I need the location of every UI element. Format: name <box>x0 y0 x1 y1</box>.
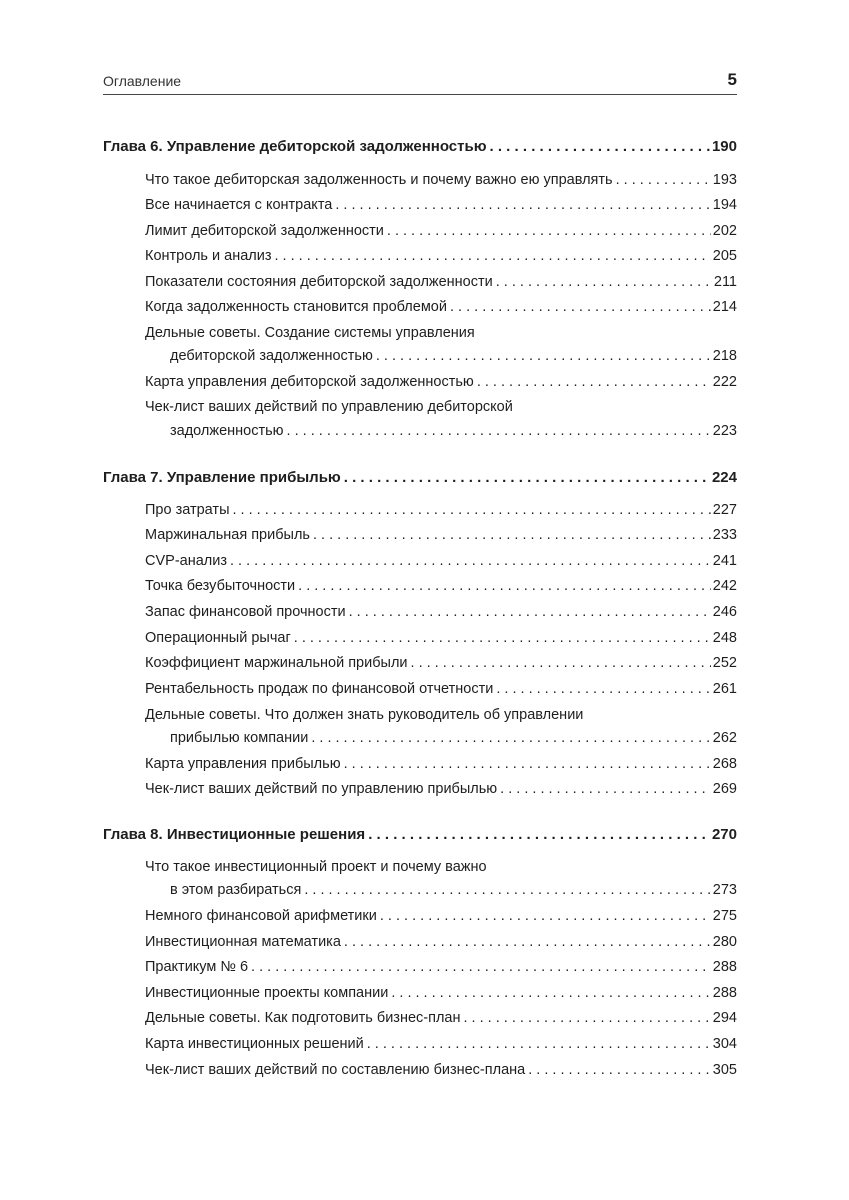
entry-title: Коэффициент маржинальной прибыли <box>145 655 408 671</box>
entry-title: Немного финансовой арифметики <box>145 908 377 924</box>
entry-title: Карта инвестиционных решений <box>145 1036 364 1052</box>
dot-leader <box>447 297 711 317</box>
entry-page: 218 <box>712 348 737 364</box>
toc-entry[interactable] <box>145 246 737 266</box>
toc-entry-line1[interactable] <box>145 705 737 725</box>
entry-title-line1: Дельные советы. Создание системы управления <box>145 325 475 341</box>
entry-title: Показатели состояния дебиторской задолженности <box>145 274 493 290</box>
toc-entry[interactable] <box>145 576 737 596</box>
entry-page: 294 <box>712 1010 737 1026</box>
dot-leader <box>364 1034 711 1054</box>
entry-title: Точка безубыточности <box>145 578 296 594</box>
dot-leader <box>408 653 711 673</box>
dot-leader <box>308 728 710 748</box>
entry-title: Что такое дебиторская задолженность и почему важно ею управлять <box>145 172 613 188</box>
entry-page: 223 <box>712 423 737 439</box>
entry-page: 280 <box>712 934 737 950</box>
chapter-title: Глава 6. Управление дебиторской задолженностью <box>103 138 487 155</box>
entry-title: CVP-анализ <box>145 553 227 569</box>
entry-title: Инвестиционная математика <box>145 934 341 950</box>
toc-entry[interactable] <box>145 551 737 571</box>
entry-page: 288 <box>712 985 737 1001</box>
entry-title: Дельные советы. Как подготовить бизнес-план <box>145 1010 461 1026</box>
entry-page: 252 <box>712 655 737 671</box>
entry-page: 202 <box>712 223 737 239</box>
toc-entry[interactable] <box>145 221 737 241</box>
dot-leader <box>341 468 710 488</box>
dot-leader <box>295 576 711 596</box>
toc-entry[interactable] <box>145 983 737 1003</box>
entry-title: дебиторской задолженностью <box>170 348 373 364</box>
entry-page: 194 <box>712 197 737 213</box>
dot-leader <box>284 421 711 441</box>
dot-leader <box>291 628 711 648</box>
dot-leader <box>377 906 711 926</box>
entry-page: 233 <box>712 527 737 543</box>
dot-leader <box>525 1060 711 1080</box>
dot-leader <box>310 525 711 545</box>
toc-entry-line1[interactable] <box>145 323 737 343</box>
toc-entry[interactable] <box>145 372 737 392</box>
chapter-page: 224 <box>711 469 737 486</box>
page-number: 5 <box>727 70 737 89</box>
toc-chapter-7[interactable] <box>103 468 737 488</box>
chapter-title: Глава 8. Инвестиционные решения <box>103 826 366 843</box>
entry-title: Лимит дебиторской задолженности <box>145 223 384 239</box>
entry-title: Карта управления прибылью <box>145 756 341 772</box>
entry-page: 304 <box>712 1036 737 1052</box>
dot-leader <box>332 195 710 215</box>
entry-title: прибылью компании <box>170 730 309 746</box>
dot-leader <box>341 754 711 774</box>
toc-entry[interactable] <box>145 1008 737 1028</box>
entry-page: 222 <box>712 374 737 390</box>
entry-page: 269 <box>712 781 737 797</box>
dot-leader <box>460 1008 710 1028</box>
toc-chapter-8[interactable] <box>103 825 737 845</box>
entry-title: Практикум № 6 <box>145 959 249 975</box>
entry-title: Чек-лист ваших действий по управлению прибылью <box>145 781 498 797</box>
entry-title: Контроль и анализ <box>145 248 272 264</box>
toc-entry[interactable] <box>145 500 737 520</box>
entry-page: 214 <box>712 299 737 315</box>
toc-entry[interactable] <box>145 779 737 799</box>
entry-title-line1: Что такое инвестиционный проект и почему важно <box>145 859 487 875</box>
toc-entry[interactable] <box>145 272 737 292</box>
toc-entry[interactable] <box>145 525 737 545</box>
entry-page: 288 <box>712 959 737 975</box>
toc-entry-line1[interactable] <box>145 397 737 417</box>
entry-page: 193 <box>712 172 737 188</box>
entry-page: 305 <box>712 1062 737 1078</box>
entry-page: 227 <box>712 502 737 518</box>
dot-leader <box>613 170 711 190</box>
toc-entry[interactable] <box>170 346 737 366</box>
dot-leader <box>301 880 710 900</box>
toc-entry[interactable] <box>145 653 737 673</box>
toc-entry[interactable] <box>145 932 737 952</box>
dot-leader <box>384 221 711 241</box>
entry-title: Маржинальная прибыль <box>145 527 310 543</box>
toc-chapter-6[interactable] <box>103 137 737 157</box>
entry-page: 273 <box>712 882 737 898</box>
toc-entry[interactable] <box>145 906 737 926</box>
chapter-page: 270 <box>711 826 737 843</box>
entry-title: Чек-лист ваших действий по составлению бизнес-плана <box>145 1062 526 1078</box>
chapter-page: 190 <box>711 138 737 155</box>
entry-title: Карта управления дебиторской задолженностью <box>145 374 474 390</box>
entry-page: 261 <box>712 681 737 697</box>
entry-title: Про затраты <box>145 502 230 518</box>
toc-entry-line1[interactable] <box>145 857 737 877</box>
entry-page: 262 <box>712 730 737 746</box>
dot-leader <box>230 500 711 520</box>
entry-title: Когда задолженность становится проблемой <box>145 299 447 315</box>
toc-entry[interactable] <box>145 679 737 699</box>
entry-title: в этом разбираться <box>170 882 302 898</box>
entry-title: Запас финансовой прочности <box>145 604 346 620</box>
toc-entry[interactable] <box>145 1060 737 1080</box>
dot-leader <box>248 957 711 977</box>
entry-page: 211 <box>713 274 737 290</box>
toc-entry[interactable] <box>145 1034 737 1054</box>
dot-leader <box>497 779 711 799</box>
dot-leader <box>493 272 712 292</box>
entry-page: 241 <box>712 553 737 569</box>
entry-page: 268 <box>712 756 737 772</box>
running-header-title: Оглавление <box>103 73 182 89</box>
toc-entry[interactable] <box>170 728 737 748</box>
entry-title: Рентабельность продаж по финансовой отчетности <box>145 681 494 697</box>
entry-page: 205 <box>712 248 737 264</box>
toc-entry[interactable] <box>145 297 737 317</box>
entry-title: Все начинается с контракта <box>145 197 333 213</box>
dot-leader <box>373 346 711 366</box>
toc-entry[interactable] <box>170 880 737 900</box>
entry-page: 275 <box>712 908 737 924</box>
toc-entry[interactable] <box>145 195 737 215</box>
entry-title: задолженностью <box>170 423 284 439</box>
entry-title: Инвестиционные проекты компании <box>145 985 389 1001</box>
entry-title-line1: Дельные советы. Что должен знать руководитель об управлении <box>145 707 584 723</box>
dot-leader <box>365 825 710 845</box>
entry-title-line1: Чек-лист ваших действий по управлению дебиторской <box>145 399 513 415</box>
entry-title: Операционный рычаг <box>145 630 291 646</box>
chapter-title: Глава 7. Управление прибылью <box>103 469 341 486</box>
toc-entry[interactable] <box>145 754 737 774</box>
toc-entry[interactable] <box>145 602 737 622</box>
toc-entry[interactable] <box>145 628 737 648</box>
dot-leader <box>388 983 710 1003</box>
dot-leader <box>227 551 711 571</box>
dot-leader <box>346 602 711 622</box>
entry-page: 242 <box>712 578 737 594</box>
dot-leader <box>487 137 710 157</box>
dot-leader <box>272 246 711 266</box>
entry-page: 248 <box>712 630 737 646</box>
entry-page: 246 <box>712 604 737 620</box>
dot-leader <box>341 932 711 952</box>
toc-entry[interactable] <box>145 170 737 190</box>
toc-entry[interactable] <box>145 957 737 977</box>
dot-leader <box>493 679 710 699</box>
toc-entry[interactable] <box>170 421 737 441</box>
dot-leader <box>474 372 711 392</box>
